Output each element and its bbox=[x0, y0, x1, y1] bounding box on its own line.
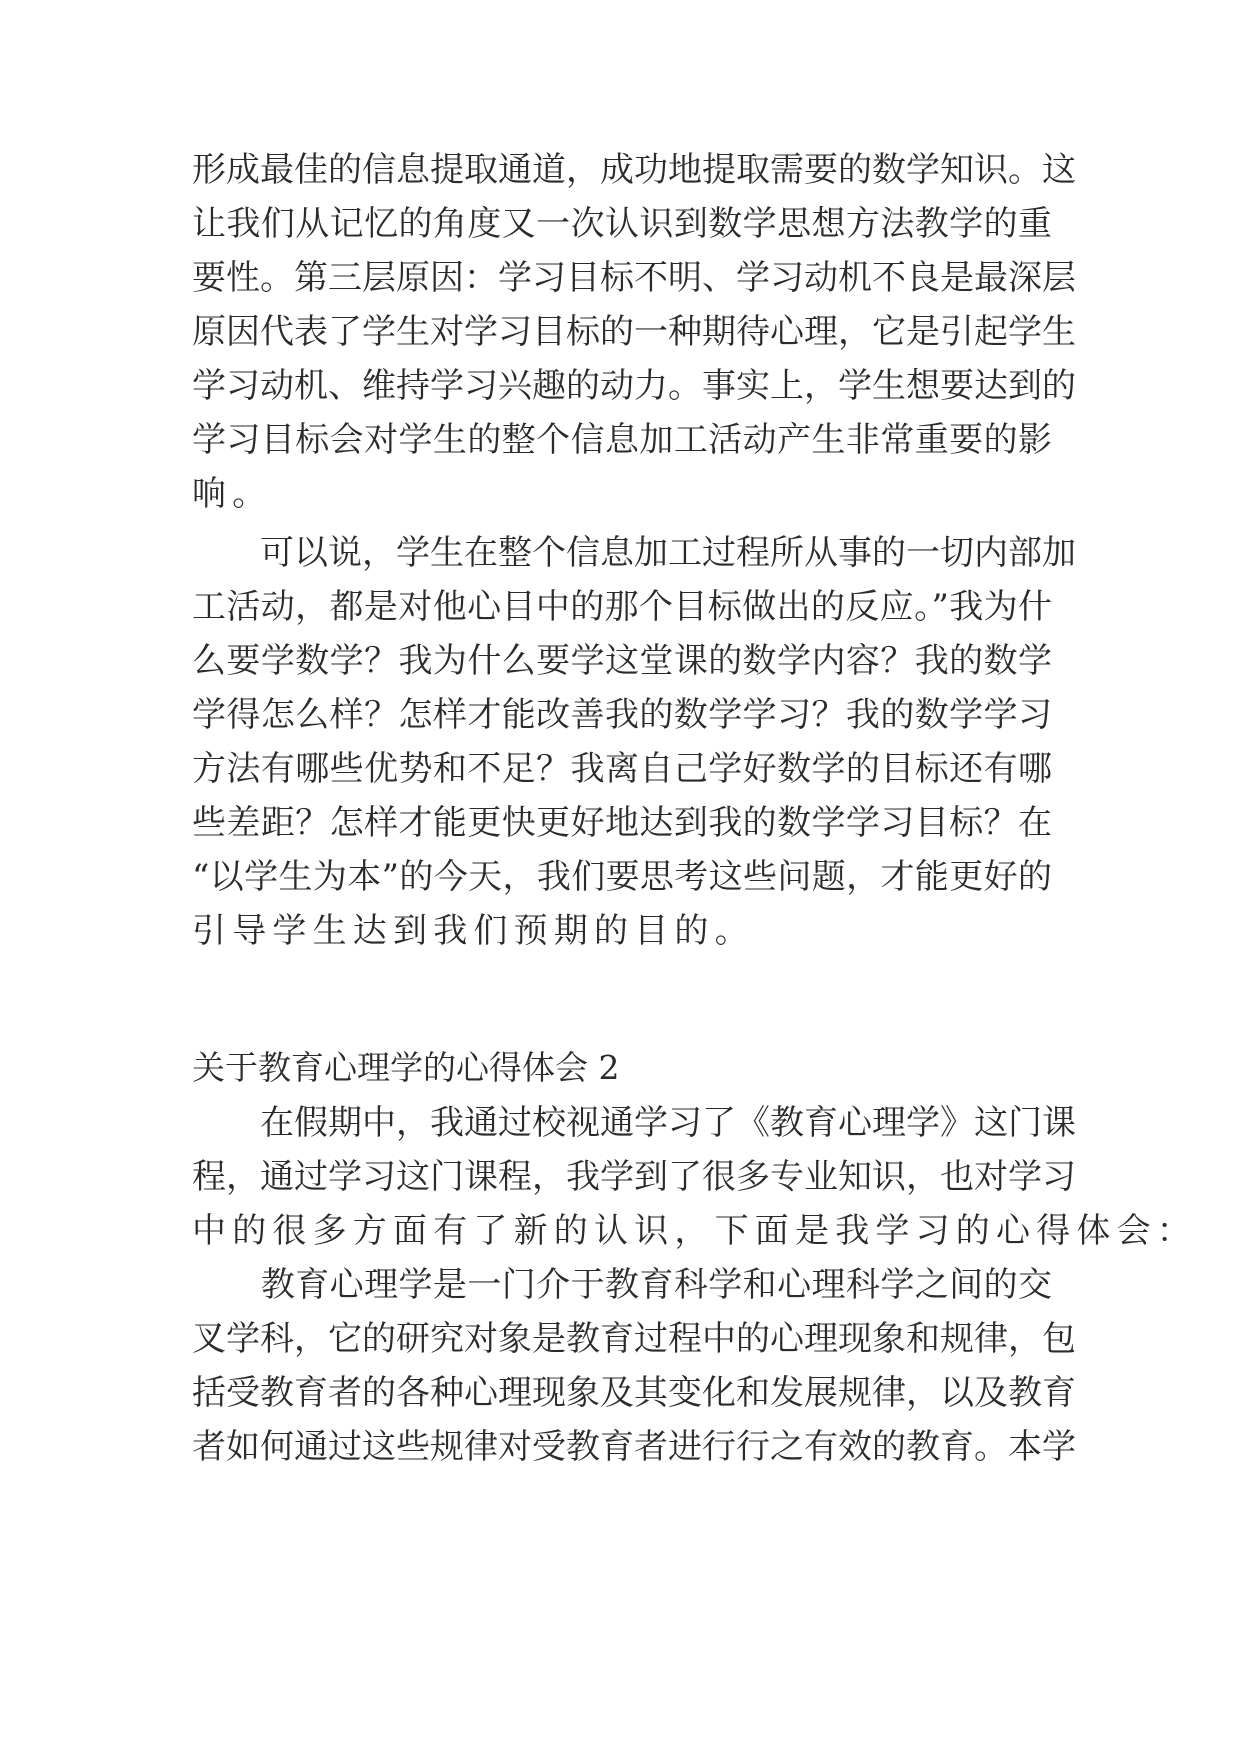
paragraph-line: 者如何通过这些规律对受教育者进行行之有效的教育。本学 bbox=[192, 1427, 1076, 1467]
paragraph-line: 响。 bbox=[192, 474, 273, 514]
paragraph-line: 方法有哪些优势和不足？我离自己学好数学的目标还有哪 bbox=[192, 749, 1052, 789]
paragraph-line: 可以说，学生在整个信息加工过程所从事的一切内部加 bbox=[192, 533, 1076, 573]
paragraph-line: 学得怎么样？怎样才能改善我的数学学习？我的数学学习 bbox=[192, 695, 1052, 735]
paragraph-line: 中的很多方面有了新的认识，下面是我学习的心得体会： bbox=[192, 1211, 1197, 1251]
paragraph-line: 么要学数学？我为什么要学这堂课的数学内容？我的数学 bbox=[192, 641, 1052, 681]
paragraph-line: 学习动机、维持学习兴趣的动力。事实上，学生想要达到的 bbox=[192, 366, 1076, 406]
paragraph-line: “以学生为本”的今天，我们要思考这些问题，才能更好的 bbox=[192, 857, 1052, 897]
paragraph-line: 在假期中，我通过校视通学习了《教育心理学》这门课 bbox=[192, 1103, 1076, 1143]
paragraph-line: 括受教育者的各种心理现象及其变化和发展规律，以及教育 bbox=[192, 1373, 1076, 1413]
paragraph-line: 工活动，都是对他心目中的那个目标做出的反应。”我为什 bbox=[192, 587, 1052, 627]
paragraph-line: 要性。第三层原因：学习目标不明、学习动机不良是最深层 bbox=[192, 258, 1076, 298]
paragraph-line: 叉学科，它的研究对象是教育过程中的心理现象和规律，包 bbox=[192, 1319, 1076, 1359]
paragraph-line: 教育心理学是一门介于教育科学和心理科学之间的交 bbox=[192, 1265, 1052, 1305]
paragraph-line: 引导学生达到我们预期的目的。 bbox=[192, 911, 755, 951]
paragraph-line: 学习目标会对学生的整个信息加工活动产生非常重要的影 bbox=[192, 420, 1052, 460]
paragraph-line: 形成最佳的信息提取通道，成功地提取需要的数学知识。这 bbox=[192, 150, 1076, 190]
paragraph-line: 原因代表了学生对学习目标的一种期待心理，它是引起学生 bbox=[192, 312, 1076, 352]
section-heading: 关于教育心理学的心得体会 2 bbox=[192, 1048, 620, 1087]
paragraph-line: 让我们从记忆的角度又一次认识到数学思想方法教学的重 bbox=[192, 204, 1052, 244]
paragraph-line: 些差距？怎样才能更快更好地达到我的数学学习目标？在 bbox=[192, 803, 1052, 843]
paragraph-line: 程，通过学习这门课程，我学到了很多专业知识，也对学习 bbox=[192, 1157, 1076, 1197]
